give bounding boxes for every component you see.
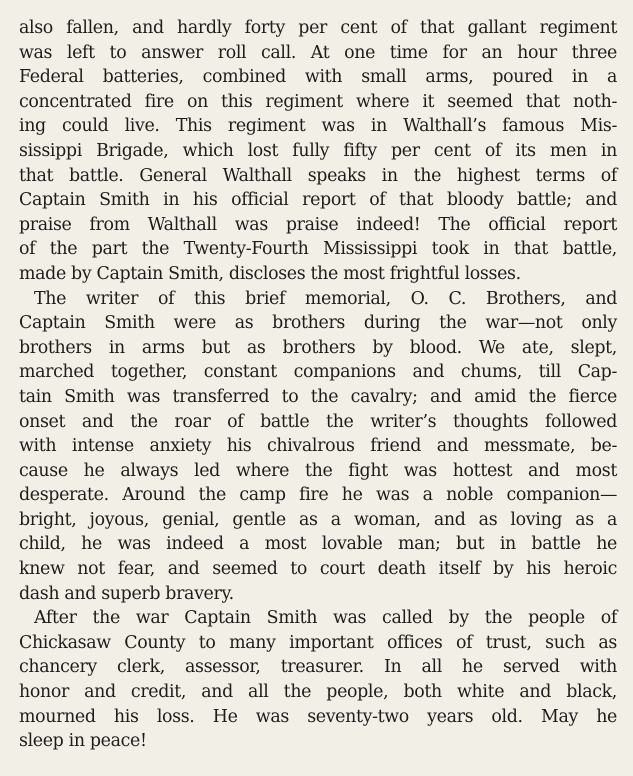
text-line: also fallen, and hardly forty per cent of that gallant regiment bbox=[19, 18, 617, 38]
text-line: Captain Smith in his official report of that bloody battle; and bbox=[19, 190, 617, 211]
text-line: chancery clerk, assessor, treasurer. In all he served with bbox=[19, 657, 617, 678]
text-line: The writer of this brief memorial, O. C. Brothers, and bbox=[34, 288, 617, 309]
text-line: sleep in peace! bbox=[19, 731, 147, 752]
text-line: After the war Captain Smith was called by the people of bbox=[34, 608, 617, 629]
text-line: desperate. Around the camp fire he was a noble companion— bbox=[19, 485, 617, 506]
text-line: knew not fear, and seemed to court death itself by his heroic bbox=[19, 559, 617, 580]
text-line: Federal batteries, combined with small arms, poured in a bbox=[19, 67, 617, 88]
paragraph-2 bbox=[19, 287, 617, 607]
text-line: Chickasaw County to many important offices of trust, such as bbox=[19, 632, 617, 653]
text-line: brothers in arms but as brothers by blood. We ate, slept, bbox=[19, 337, 617, 358]
text-line: was left to answer roll call. At one time for an hour three bbox=[19, 42, 617, 63]
text-line: sissippi Brigade, which lost fully fifty per cent of its men in bbox=[19, 140, 617, 161]
text-line: cause he always led where the fight was hottest and most bbox=[19, 460, 617, 481]
text-line: with intense anxiety his chivalrous friend and messmate, be- bbox=[19, 436, 617, 457]
text-line: that battle. General Walthall speaks in the highest terms of bbox=[19, 165, 617, 186]
text-line: concentrated fire on this regiment where it seemed that noth- bbox=[19, 91, 617, 112]
text-line: child, he was indeed a most lovable man; but in battle he bbox=[19, 534, 617, 555]
text-line: mourned his loss. He was seventy-two years old. May he bbox=[19, 706, 617, 727]
text-line: ing could live. This regiment was in Walthall’s famous Mis- bbox=[19, 116, 617, 137]
text-line: made by Captain Smith, discloses the most frightful losses. bbox=[19, 263, 521, 284]
paragraph-1 bbox=[19, 16, 617, 287]
text-line: bright, joyous, genial, gentle as a woman, and as loving as a bbox=[19, 509, 617, 530]
memorial-text bbox=[19, 16, 617, 754]
text-line: marched together, constant companions and chums, till Cap- bbox=[19, 362, 617, 383]
text-line: tain Smith was transferred to the cavalry; and amid the fierce bbox=[19, 386, 617, 407]
text-line: Captain Smith were as brothers during the war—not only bbox=[19, 313, 617, 334]
text-line: of the part the Twenty-Fourth Mississippi took in that battle, bbox=[19, 239, 617, 260]
text-line: honor and credit, and all the people, both white and black, bbox=[19, 682, 617, 703]
text-line: praise from Walthall was praise indeed! The official report bbox=[19, 214, 617, 235]
paragraph-3 bbox=[19, 606, 617, 754]
text-line: onset and the roar of battle the writer’s thoughts followed bbox=[19, 411, 617, 432]
text-line: dash and superb bravery. bbox=[19, 583, 234, 604]
